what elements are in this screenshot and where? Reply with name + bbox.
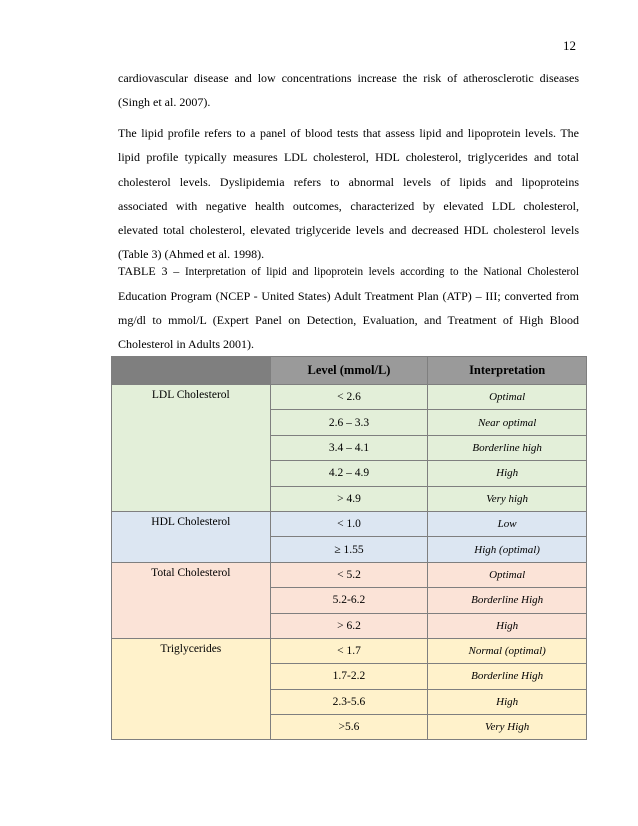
level-cell: >5.6 <box>270 715 428 740</box>
interpretation-cell: High <box>428 689 587 714</box>
level-cell: < 5.2 <box>270 562 428 587</box>
text-line: (Singh et al. 2007). <box>118 95 211 110</box>
level-cell: 1.7-2.2 <box>270 664 428 689</box>
lipid-levels-table <box>111 356 587 740</box>
level-cell: 2.6 – 3.3 <box>270 410 428 435</box>
caption-text: Interpretation of lipid and lipoprotein levels according to the National Cholesterol <box>184 266 579 278</box>
table-header-row <box>112 357 587 385</box>
interpretation-cell: Very high <box>428 486 587 511</box>
category-hdl-cholesterol: HDL Cholesterol <box>112 511 271 562</box>
category-triglycerides: Triglycerides <box>112 638 271 740</box>
group-triglycerides <box>112 638 587 740</box>
level-cell: > 6.2 <box>270 613 428 638</box>
text-line: lipid profile typically measures LDL cholesterol, HDL cholesterol, triglycerides and total <box>118 150 579 165</box>
caption-label: TABLE 3 – <box>118 264 185 278</box>
level-cell: 5.2-6.2 <box>270 588 428 613</box>
interpretation-cell: Borderline High <box>428 588 587 613</box>
level-cell: 4.2 – 4.9 <box>270 461 428 486</box>
caption-line: mg/dl to mmol/L (Expert Panel on Detection, Evaluation, and Treatment of High Blood <box>118 313 579 327</box>
level-cell: < 2.6 <box>270 385 428 410</box>
interpretation-cell: Borderline High <box>428 664 587 689</box>
interpretation-cell: High <box>428 613 587 638</box>
interpretation-cell: Near optimal <box>428 410 587 435</box>
table-row <box>112 511 587 536</box>
group-total-cholesterol <box>112 562 587 638</box>
interpretation-cell: Very High <box>428 715 587 740</box>
group-ldl <box>112 385 587 512</box>
text-line: elevated total cholesterol, elevated triglyceride levels and decreased HDL cholesterol levels <box>118 223 579 238</box>
table-row <box>112 638 587 663</box>
group-hdl <box>112 511 587 562</box>
caption-line <box>118 259 579 284</box>
table-caption <box>118 259 579 356</box>
header-blank <box>112 357 271 385</box>
level-cell: 3.4 – 4.1 <box>270 435 428 460</box>
text-line: (Table 3) (Ahmed et al. 1998). <box>118 247 265 262</box>
interpretation-cell: High <box>428 461 587 486</box>
paragraph-lipid-profile <box>118 121 579 267</box>
header-interpretation: Interpretation <box>428 357 587 385</box>
caption-line: Education Program (NCEP - United States) Adult Treatment Plan (ATP) – III; converted from <box>118 289 579 303</box>
header-level: Level (mmol/L) <box>270 357 428 385</box>
paragraph-intro <box>118 66 579 115</box>
level-cell: < 1.7 <box>270 638 428 663</box>
interpretation-cell: Normal (optimal) <box>428 638 587 663</box>
table-row <box>112 562 587 587</box>
text-line: associated with negative health outcomes, characterized by elevated LDL cholesterol, <box>118 198 579 213</box>
text-line: cardiovascular disease and low concentrations increase the risk of atherosclerotic diseases <box>118 71 579 85</box>
interpretation-cell: Borderline high <box>428 435 587 460</box>
caption-line: Cholesterol in Adults 2001). <box>118 337 254 351</box>
category-ldl-cholesterol: LDL Cholesterol <box>112 385 271 512</box>
interpretation-cell: Optimal <box>428 562 587 587</box>
text-line: The lipid profile refers to a panel of blood tests that assess lipid and lipoprotein levels. The <box>118 126 579 140</box>
interpretation-cell: Optimal <box>428 385 587 410</box>
page-number: 12 <box>563 38 576 53</box>
level-cell: < 1.0 <box>270 511 428 536</box>
level-cell: ≥ 1.55 <box>270 537 428 562</box>
text-line: cholesterol levels. Dyslipidemia refers to abnormal levels of lipids and lipoproteins <box>118 174 579 189</box>
level-cell: 2.3-5.6 <box>270 689 428 714</box>
table-row <box>112 385 587 410</box>
interpretation-cell: Low <box>428 511 587 536</box>
category-total-cholesterol: Total Cholesterol <box>112 562 271 638</box>
interpretation-cell: High (optimal) <box>428 537 587 562</box>
level-cell: > 4.9 <box>270 486 428 511</box>
